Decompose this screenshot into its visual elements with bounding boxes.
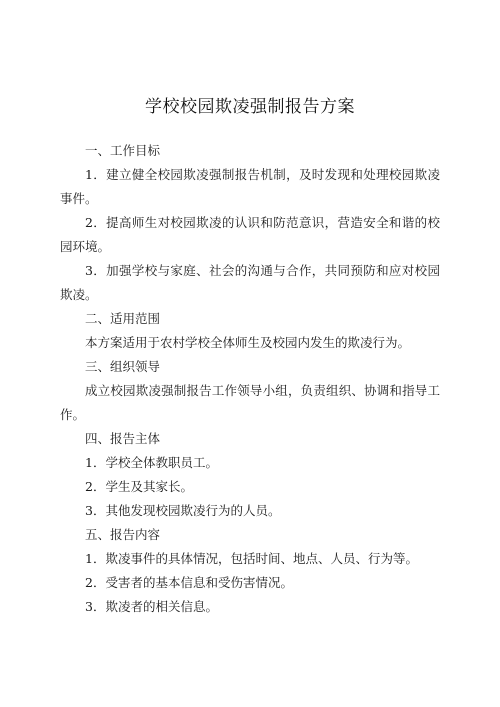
section-heading-leadership: 三、组织领导	[85, 359, 161, 374]
section-heading-reporters: 四、报告主体	[85, 431, 161, 446]
paragraph-content-1: 1．欺凌事件的具体情况，包括时间、地点、人员、行为等。	[85, 551, 418, 566]
section-heading-scope: 二、适用范围	[85, 311, 161, 326]
paragraph-content-2: 2．受害者的基本信息和受伤害情况。	[85, 575, 293, 590]
paragraph-reporter-2: 2．学生及其家长。	[85, 479, 193, 494]
paragraph-leadership: 成立校园欺凌强制报告工作领导小组，负责组织、协调和指导工作。	[60, 383, 440, 422]
paragraph-scope: 本方案适用于农村学校全体师生及校园内发生的欺凌行为。	[85, 335, 411, 350]
section-heading-goals: 一、工作目标	[85, 143, 161, 158]
paragraph-goal-3: 3．加强学校与家庭、社会的沟通与合作，共同预防和应对校园欺凌。	[60, 263, 440, 302]
paragraph-reporter-3: 3．其他发现校园欺凌行为的人员。	[85, 503, 281, 518]
paragraph-goal-1: 1．建立健全校园欺凌强制报告机制，及时发现和处理校园欺凌事件。	[60, 167, 440, 206]
paragraph-content-3: 3．欺凌者的相关信息。	[85, 599, 218, 614]
document-body	[60, 139, 440, 619]
page-title: 学校校园欺凌强制报告方案	[145, 97, 355, 117]
paragraph-reporter-1: 1．学校全体教职员工。	[85, 455, 218, 470]
section-heading-content: 五、报告内容	[85, 527, 161, 542]
paragraph-goal-2: 2．提高师生对校园欺凌的认识和防范意识，营造安全和谐的校园环境。	[60, 215, 440, 254]
